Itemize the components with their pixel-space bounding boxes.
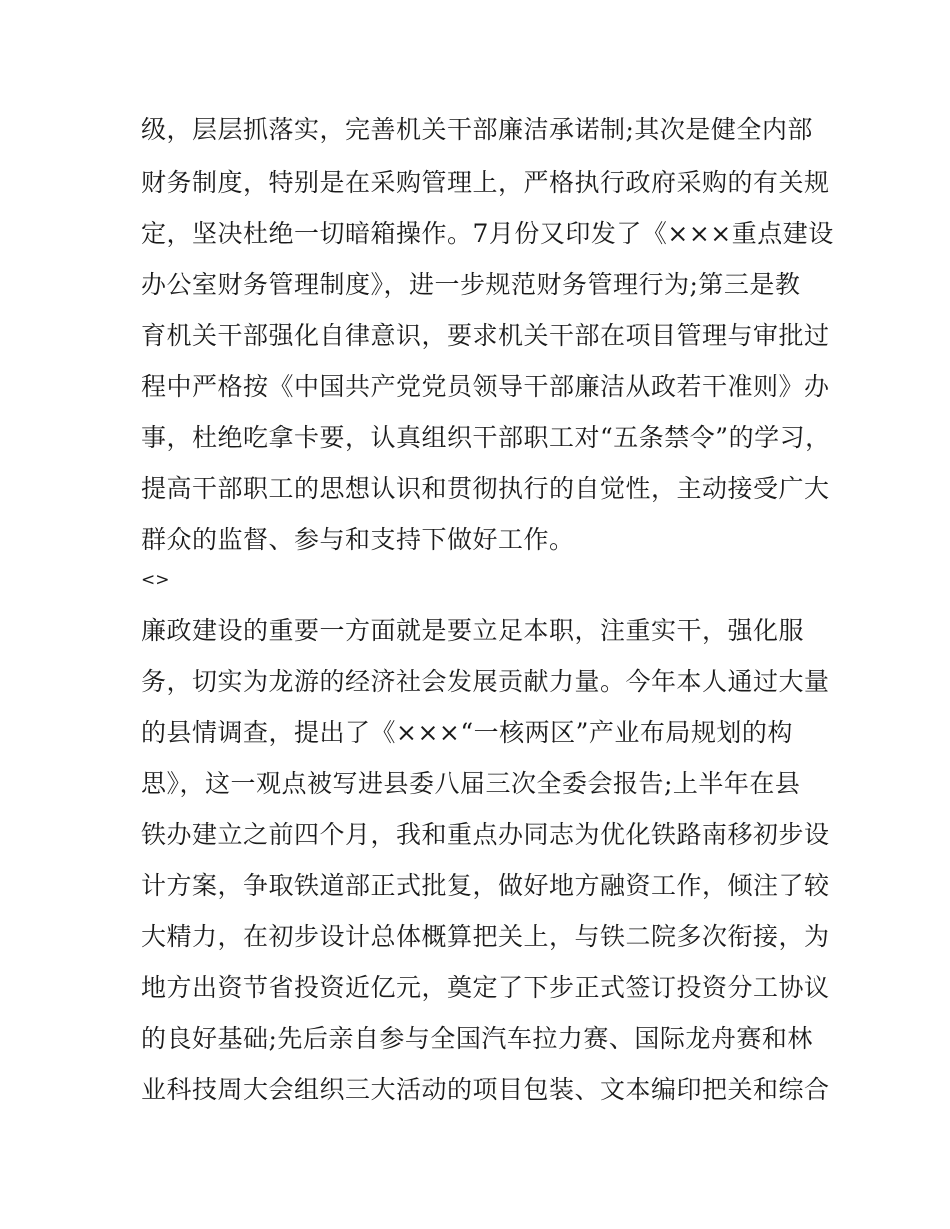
paragraph1-line: 程中严格按《中国共产党党员领导干部廉洁从政若干准则》办 (141, 372, 830, 401)
paragraph1-line: 办公室财务管理制度》，进一步规范财务管理行为;第三是教 (141, 270, 801, 299)
paragraph2-line: 地方出资节省投资近亿元，奠定了下步正式签订投资分工协议 (141, 973, 830, 1002)
section-separator: <> (141, 570, 170, 590)
paragraph1-line: 级，层层抓落实，完善机关干部廉洁承诺制;其次是健全内部 (141, 115, 813, 144)
paragraph2-line: 的县情调查，提出了《×××“一核两区”产业布局规划的构 (141, 718, 793, 747)
paragraph1-line: 群众的监督、参与和支持下做好工作。 (141, 525, 575, 554)
paragraph2-line: 廉政建设的重要一方面就是要立足本职，注重实干，强化服 (141, 616, 805, 645)
paragraph2-line: 铁办建立之前四个月，我和重点办同志为优化铁路南移初步设 (141, 820, 830, 849)
paragraph2-line: 思》，这一观点被写进县委八届三次全委会报告;上半年在县 (141, 769, 801, 798)
paragraph1-line: 育机关干部强化自律意识，要求机关干部在项目管理与审批过 (141, 321, 830, 350)
paragraph1-line: 财务制度，特别是在采购管理上，严格执行政府采购的有关规 (141, 168, 830, 197)
paragraph2-line: 务，切实为龙游的经济社会发展贡献力量。今年本人通过大量 (141, 667, 830, 696)
paragraph2-line: 业科技周大会组织三大活动的项目包装、文本编印把关和综合 (141, 1075, 830, 1104)
paragraph2-line: 的良好基础;先后亲自参与全国汽车拉力赛、国际龙舟赛和林 (141, 1024, 813, 1053)
paragraph2-line: 大精力，在初步设计总体概算把关上，与铁二院多次衔接，为 (141, 922, 830, 951)
paragraph1-line: 定，坚决杜绝一切暗箱操作。7月份又印发了《×××重点建设 (141, 219, 834, 248)
paragraph2-line: 计方案，争取铁道部正式批复，做好地方融资工作，倾注了较 (141, 871, 830, 900)
paragraph1-line: 提高干部职工的思想认识和贯彻执行的自觉性，主动接受广大 (141, 474, 830, 503)
paragraph1-line: 事，杜绝吃拿卡要，认真组织干部职工对“五条禁令”的学习， (141, 423, 831, 452)
